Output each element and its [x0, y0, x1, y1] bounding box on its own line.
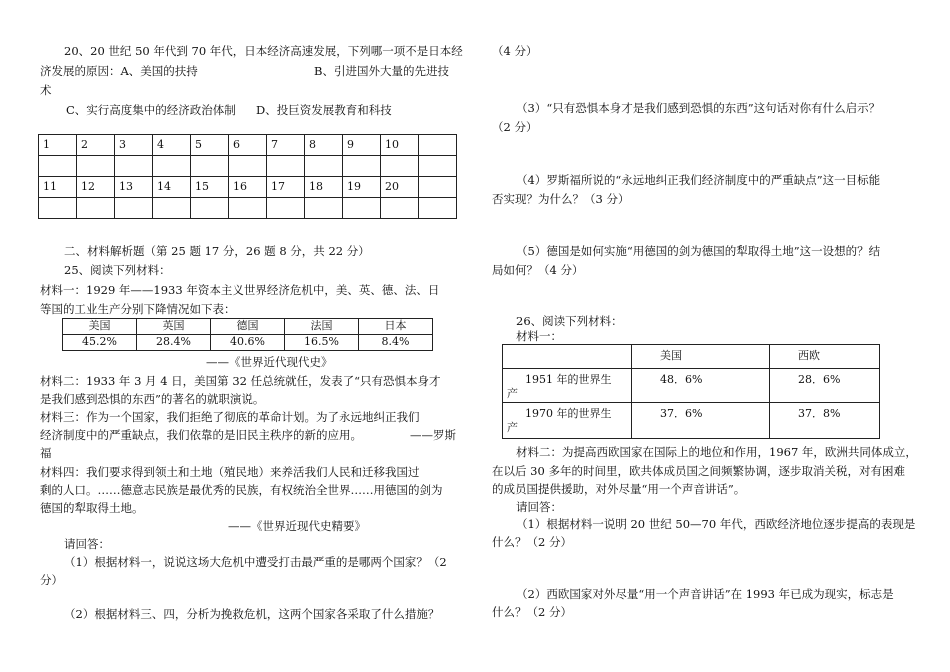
answer-blank[interactable] [153, 198, 191, 219]
answer-blank[interactable] [419, 156, 457, 177]
answer-blank[interactable] [77, 198, 115, 219]
m4-line1: 材料四：我们要求得到领土和土地（殖民地）来养活我们人民和迁移我国过 [40, 465, 420, 479]
p1-line2: 什么？（2 分） [492, 535, 572, 549]
q26-title: 26、阅读下列材料： [516, 314, 623, 328]
table-header: 美国 [632, 345, 770, 369]
table-cell: 37．8% [770, 403, 880, 439]
answer-blank[interactable] [381, 198, 419, 219]
m1-label: 材料一： [516, 329, 562, 343]
m1-line1: 材料一：1929 年——1933 年资本主义世界经济危机中，美、英、德、法、日 [40, 283, 440, 297]
table-cell: 16.5% [285, 335, 359, 351]
answer-cell [419, 177, 457, 198]
answer-blank[interactable] [305, 198, 343, 219]
q20-line1: 20、20 世纪 50 年代到 70 年代，日本经济高速发展，下列哪一项不是日本经 [64, 44, 463, 58]
answer-blank[interactable] [153, 156, 191, 177]
answer-cell: 15 [191, 177, 229, 198]
answer-cell: 1 [39, 135, 77, 156]
answer-cell: 13 [115, 177, 153, 198]
ask-label: 请回答： [64, 537, 110, 551]
answer-cell [419, 135, 457, 156]
p2-line1: （2）西欧国家对外尽量“用一个声音讲话”在 1993 年已成为现实，标志是 [516, 587, 894, 601]
answer-cell: 8 [305, 135, 343, 156]
table-header: 英国 [137, 319, 211, 335]
q20-line3: 术 [40, 83, 52, 97]
answer-blank[interactable] [115, 156, 153, 177]
p1-line1: （1）根据材料一说明 20 世纪 50—70 年代，西欧经济地位逐步提高的表现是 [516, 517, 916, 531]
answer-blank[interactable] [267, 198, 305, 219]
m3-line3: 福 [40, 446, 52, 460]
m1-line2: 等国的工业生产分别下降情况如下表： [40, 302, 236, 316]
table-header: 西欧 [770, 345, 880, 369]
answer-grid-row [39, 177, 457, 198]
q20-line2a: 济发展的原因：A、美国的扶持 [40, 64, 198, 78]
answer-blank[interactable] [191, 156, 229, 177]
q2-score: （4 分） [492, 44, 538, 58]
m3-line1: 材料三：作为一个国家，我们拒绝了彻底的革命计划。为了永远地纠正我们 [40, 410, 420, 424]
table-cell: 48．6% [632, 369, 770, 403]
ask-label: 请回答： [516, 500, 562, 514]
table-cell [503, 369, 632, 403]
answer-cell: 5 [191, 135, 229, 156]
table-cell [503, 403, 632, 439]
q20-line2b: B、引进国外大量的先进技 [314, 64, 449, 78]
answer-cell: 6 [229, 135, 267, 156]
table-cell: 40.6% [211, 335, 285, 351]
table-cell-text: 1970 年的世界生 [525, 407, 612, 420]
answer-blank[interactable] [419, 198, 457, 219]
answer-cell: 18 [305, 177, 343, 198]
answer-blank[interactable] [39, 198, 77, 219]
table-header: 德国 [211, 319, 285, 335]
table-cell-wrap: 产 [507, 421, 518, 435]
m2-line1: 材料二：为提高西欧国家在国际上的地位和作用，1967 年，欧洲共同体成立， [516, 445, 917, 459]
q2-line1: （2）根据材料三、四，分析为挽救危机，这两个国家各采取了什么措施？ [64, 607, 440, 621]
q1-line1: （1）根据材料一，说说这场大危机中遭受打击最严重的是哪两个国家？（2 [64, 555, 447, 569]
answer-blank[interactable] [381, 156, 419, 177]
answer-blank[interactable] [115, 198, 153, 219]
answer-cell: 3 [115, 135, 153, 156]
m3-line2b: ——罗斯 [410, 428, 456, 442]
table-header: 美国 [63, 319, 137, 335]
table-cell: 45.2% [63, 335, 137, 351]
answer-blank[interactable] [343, 198, 381, 219]
table-row [503, 403, 880, 439]
answer-cell: 19 [343, 177, 381, 198]
q20-line4b: D、投巨资发展教育和科技 [256, 103, 392, 117]
q1-line2: 分） [40, 573, 63, 587]
answer-blank[interactable] [191, 198, 229, 219]
table-header-row [63, 319, 433, 335]
m2-line2: 在以后 30 多年的时间里，欧共体成员国之间频繁协调，逐步取消关税，对有困难 [492, 464, 905, 478]
answer-cell: 4 [153, 135, 191, 156]
answer-grid [38, 134, 457, 219]
q3-line1: （3）“只有恐惧本身才是我们感到恐惧的东西”这句话对你有什么启示？ [516, 101, 881, 115]
q3-line2: （2 分） [492, 120, 538, 134]
answer-blank[interactable] [267, 156, 305, 177]
answer-cell: 10 [381, 135, 419, 156]
table-cell: 28.4% [137, 335, 211, 351]
table-row [503, 369, 880, 403]
answer-cell: 12 [77, 177, 115, 198]
answer-cell: 20 [381, 177, 419, 198]
table-cell: 28．6% [770, 369, 880, 403]
answer-cell: 11 [39, 177, 77, 198]
q5-line2: 局如何？（4 分） [492, 263, 584, 277]
m3-line2a: 经济制度中的严重缺点，我们依靠的是旧民主秩序的新的应用。 [40, 428, 362, 442]
table-row [63, 335, 433, 351]
m4-line2: 剩的人口。……德意志民族是最优秀的民族，有权统治全世界……用德国的剑为 [40, 483, 443, 497]
source2: ——《世界近现代史精要》 [228, 519, 366, 533]
answer-grid-row [39, 156, 457, 177]
p2-line2: 什么？（2 分） [492, 605, 572, 619]
table-header: 日本 [359, 319, 433, 335]
table-header [503, 345, 632, 369]
answer-grid-row [39, 135, 457, 156]
answer-blank[interactable] [229, 198, 267, 219]
section2-title: 二、材料解析题（第 25 题 17 分，26 题 8 分，共 22 分） [64, 244, 370, 258]
q4-line2: 否实现？为什么？（3 分） [492, 192, 630, 206]
q4-line1: （4）罗斯福所说的“永远地纠正我们经济制度中的严重缺点”这一目标能 [516, 173, 881, 187]
table-cell: 37．6% [632, 403, 770, 439]
m4-line3: 德国的犁取得土地。 [40, 501, 144, 515]
answer-cell: 16 [229, 177, 267, 198]
table-header: 法国 [285, 319, 359, 335]
production-decline-table [62, 318, 433, 351]
answer-cell: 14 [153, 177, 191, 198]
answer-blank[interactable] [39, 156, 77, 177]
world-production-table [502, 344, 880, 439]
answer-cell: 2 [77, 135, 115, 156]
answer-blank[interactable] [77, 156, 115, 177]
table-cell-wrap: 产 [507, 387, 518, 401]
answer-blank[interactable] [305, 156, 343, 177]
q20-line4a: C、实行高度集中的经济政治体制 [66, 103, 236, 117]
answer-blank[interactable] [343, 156, 381, 177]
m2-line1: 材料二：1933 年 3 月 4 日，美国第 32 任总统就任，发表了“只有恐惧本身才 [40, 374, 441, 388]
table-cell-text: 1951 年的世界生 [525, 373, 612, 386]
answer-blank[interactable] [229, 156, 267, 177]
answer-cell: 9 [343, 135, 381, 156]
q25-title: 25、阅读下列材料： [64, 263, 171, 277]
answer-cell: 7 [267, 135, 305, 156]
answer-cell: 17 [267, 177, 305, 198]
m2-line2: 是我们感到恐惧的东西”的著名的就职演说。 [40, 392, 265, 406]
table-cell: 8.4% [359, 335, 433, 351]
answer-grid-row [39, 198, 457, 219]
source1: ——《世界近代现代史》 [206, 355, 333, 369]
table-header-row [503, 345, 880, 369]
q5-line1: （5）德国是如何实施“用德国的剑为德国的犁取得土地”这一设想的？结 [516, 244, 881, 258]
m2-line3: 的成员国提供援助，对外尽量“用一个声音讲话”。 [492, 482, 746, 496]
